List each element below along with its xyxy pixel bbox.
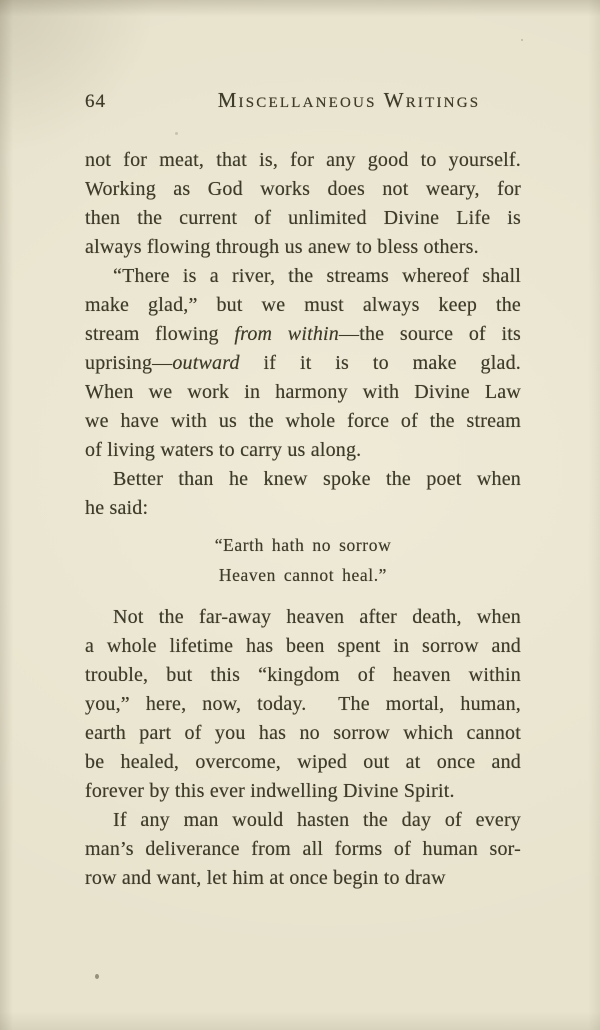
text-segment: stream flowing [85,323,235,345]
text-segment: “There is a river, the streams whereof shall [113,265,521,287]
text-segment: Not the far-away heaven after death, when [113,606,521,628]
paragraph [85,262,521,465]
running-head [85,88,521,113]
text-line [85,233,521,262]
text-line [85,465,521,494]
text-line [85,864,521,893]
text-line [85,349,521,378]
text-segment: a whole lifetime has been spent in sorrow and [85,635,521,657]
text-segment: man’s deliverance from all forms of human sor- [85,838,521,860]
text-segment: uprising— [85,352,173,374]
text-segment: If any man would hasten the day of every [113,809,521,831]
verse-quote [85,530,521,590]
text-line [85,146,521,175]
text-line [85,603,521,632]
text-segment: of living waters to carry us along. [85,439,362,461]
italic-text-segment: outward [172,352,240,374]
text-line [85,690,521,719]
text-line [85,407,521,436]
text-line [85,494,521,523]
paper-speck [175,132,178,135]
text-line [85,777,521,806]
text-segment: Better than he knew spoke the poet when [113,468,521,490]
text-line [85,719,521,748]
text-line [85,378,521,407]
running-header-title: Miscellaneous Writings [217,88,481,112]
text-line [85,560,521,590]
page-body [85,146,521,893]
text-line [85,175,521,204]
text-segment: if it is to make glad. [239,352,521,374]
text-line [85,806,521,835]
text-line [85,204,521,233]
text-segment: forever by this ever indwelling Divine Spirit. [85,780,455,802]
text-segment: “Earth hath no sorrow [214,535,392,555]
text-segment: he said: [85,497,149,519]
text-segment: When we work in harmony with Divine Law [85,381,521,403]
text-segment: row and want, let him at once begin to draw [85,867,446,889]
text-segment: you,” here, now, today. The mortal, human, [85,693,521,715]
text-segment: we have with us the whole force of the stream [85,410,521,432]
text-line [85,530,521,560]
text-segment: Working as God works does not weary, for [85,178,521,200]
text-line [85,262,521,291]
text-segment: trouble, but this “kingdom of heaven within [85,664,521,686]
text-segment: not for meat, that is, for any good to yourself. [85,149,521,171]
paragraph [85,806,521,893]
text-line [85,632,521,661]
paragraph [85,603,521,806]
page-number: 64 [85,91,106,112]
paper-speck [521,39,523,41]
text-line [85,661,521,690]
text-segment: be healed, overcome, wiped out at once and [85,751,521,773]
text-line [85,436,521,465]
text-segment: earth part of you has no sorrow which cannot [85,722,521,744]
text-line [85,320,521,349]
text-line [85,748,521,777]
paper-speck [95,974,99,979]
text-segment: —the source of its [339,323,521,345]
paragraph [85,465,521,523]
text-column [85,88,521,893]
text-segment: make glad,” but we must always keep the [85,294,521,316]
text-line [85,835,521,864]
paragraph [85,146,521,262]
text-segment: always flowing through us anew to bless others. [85,236,479,258]
text-segment: then the current of unlimited Divine Life is [85,207,521,229]
text-line [85,291,521,320]
text-segment: Heaven cannot heal.” [218,565,388,585]
italic-text-segment: from within [234,323,339,345]
